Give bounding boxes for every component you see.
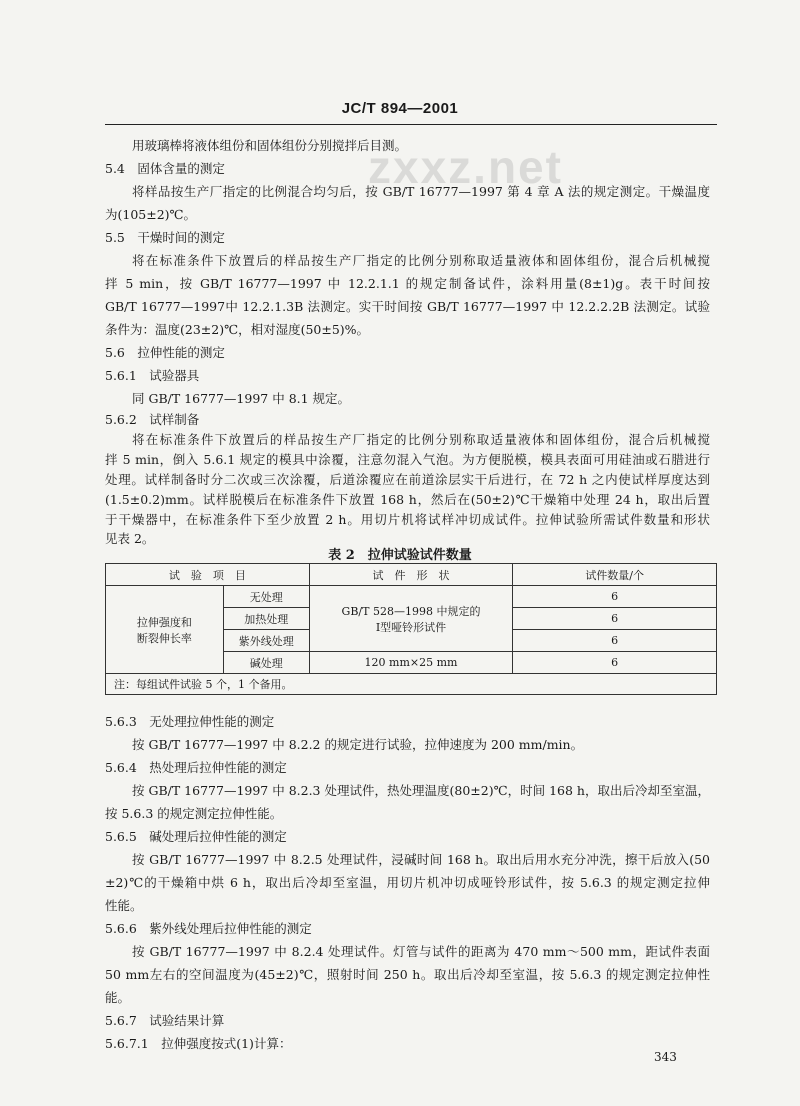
table-cell: 120 mm×25 mm [309, 652, 513, 674]
watermark-text: zxxz.net [368, 141, 563, 193]
table-cell: 碱处理 [223, 652, 309, 674]
paragraph-line: 拌 5 min，倒入 5.6.1 规定的模具中涂覆，注意勿混入气泡。为方便脱模，模具表面可用硅油或石腊进行 [105, 452, 710, 467]
paragraph-line: 50 mm左右的空间温度为(45±2)℃，照射时间 250 h。取出后冷却至室温，按 5.6.3 的规定测定拉伸性 [105, 967, 710, 982]
paragraph-line: 按 5.6.3 的规定测定拉伸性能。 [105, 806, 283, 821]
table-header: 试 验 项 目 [106, 564, 310, 586]
group-label: 拉伸强度和 [136, 615, 192, 629]
table-cell: 6 [513, 586, 717, 608]
paragraph-line: GB/T 16777—1997中 12.2.1.3B 法测定。实干时间按 GB/T 16777—1997 中 12.2.2.2B 法测定。试验 [105, 299, 710, 314]
section-heading-5-6: 5.6 拉伸性能的测定 [105, 345, 225, 360]
table-header: 试件数量/个 [513, 564, 717, 586]
table-group-cell [106, 586, 224, 674]
header-rule [105, 124, 717, 125]
group-label: 断裂伸长率 [136, 631, 192, 645]
section-heading-5-5: 5.5 干燥时间的测定 [105, 230, 225, 245]
paragraph-line: 性能。 [105, 898, 143, 913]
paragraph-line: 处理。试样制备时分二次或三次涂覆，后道涂覆应在前道涂层实干后进行，在 72 h 之内使试样厚度达到 [105, 472, 710, 487]
table-cell: 6 [513, 652, 717, 674]
paragraph-line: 按 GB/T 16777—1997 中 8.2.2 的规定进行试验，拉伸速度为 200 mm/min。 [132, 737, 584, 752]
section-heading-5-6-2: 5.6.2 试样制备 [105, 412, 200, 427]
paragraph-line: (1.5±0.2)mm。试样脱模后在标准条件下放置 168 h，然后在(50±2)℃干燥箱中处理 24 h，取出后置 [105, 492, 710, 507]
section-heading-5-4: 5.4 固体含量的测定 [105, 161, 225, 176]
paragraph-line: 将样品按生产厂指定的比例混合均匀后，按 GB/T 16777—1997 第 4 章 A 法的规定测定。干燥温度 [132, 184, 710, 199]
shape-text: Ⅰ型哑铃形试件 [375, 620, 447, 634]
table-cell: 6 [513, 630, 717, 652]
paragraph-line: 为(105±2)℃。 [105, 207, 197, 222]
section-heading-5-6-5: 5.6.5 碱处理后拉伸性能的测定 [105, 829, 287, 844]
table-note: 注：每组试件试验 5 个，1 个备用。 [106, 674, 717, 695]
paragraph-line: 同 GB/T 16777—1997 中 8.1 规定。 [132, 391, 351, 406]
paragraph-line: 用玻璃棒将液体组份和固体组份分别搅拌后目测。 [132, 138, 408, 153]
paragraph-line: 于干燥器中，在标准条件下至少放置 2 h。用切片机将试样冲切成试件。拉伸试验所需试件数量和形状 [105, 512, 710, 527]
section-heading-5-6-6: 5.6.6 紫外线处理后拉伸性能的测定 [105, 921, 312, 936]
paragraph-line-see-table: 见表 2。 [105, 531, 155, 546]
section-heading-5-6-7-1: 5.6.7.1 拉伸强度按式(1)计算： [105, 1036, 292, 1051]
table-note-row [106, 674, 717, 695]
table-cell-shape [309, 586, 513, 652]
table-header: 试 件 形 状 [309, 564, 513, 586]
paragraph-line: 将在标准条件下放置后的样品按生产厂指定的比例分别称取适量液体和固体组份，混合后机械搅 [132, 432, 710, 447]
table-caption: 表 2 拉伸试验试件数量 [328, 548, 472, 563]
specimen-count-table [105, 563, 717, 695]
paragraph-line: 按 GB/T 16777—1997 中 8.2.5 处理试件，浸碱时间 168 h。取出后用水充分冲洗，擦干后放入(50 [132, 852, 710, 867]
paragraph-line: 按 GB/T 16777—1997 中 8.2.4 处理试件。灯管与试件的距离为 470 mm～500 mm，距试件表面 [132, 944, 710, 959]
section-heading-5-6-3: 5.6.3 无处理拉伸性能的测定 [105, 714, 275, 729]
table-row [106, 586, 717, 608]
table-cell: 无处理 [223, 586, 309, 608]
section-heading-5-6-7: 5.6.7 试验结果计算 [105, 1013, 225, 1028]
paragraph-line: 拌 5 min，按 GB/T 16777—1997 中 12.2.1.1 的规定制备试件，涂料用量(8±1)g。表干时间按 [105, 276, 710, 291]
paragraph-line: 能。 [105, 990, 131, 1005]
section-heading-5-6-1: 5.6.1 试验器具 [105, 368, 200, 383]
table-header-row [106, 564, 717, 586]
paragraph-line: 将在标准条件下放置后的样品按生产厂指定的比例分别称取适量液体和固体组份，混合后机械搅 [132, 253, 710, 268]
paragraph-line: 条件为：温度(23±2)℃，相对湿度(50±5)%。 [105, 322, 370, 337]
page-number: 343 [654, 1050, 677, 1064]
table-cell: 紫外线处理 [223, 630, 309, 652]
paragraph-line: 按 GB/T 16777—1997 中 8.2.3 处理试件，热处理温度(80±2)℃，时间 168 h，取出后冷却至室温， [132, 783, 710, 798]
table-cell: 加热处理 [223, 608, 309, 630]
paragraph-line: ±2)℃的干燥箱中烘 6 h，取出后冷却至室温，用切片机冲切成哑铃形试件，按 5.6.3 的规定测定拉伸 [105, 875, 710, 890]
standard-code-header: JC/T 894—2001 [341, 100, 459, 117]
table-cell: 6 [513, 608, 717, 630]
shape-text: GB/T 528—1998 中规定的 [341, 604, 481, 618]
section-heading-5-6-4: 5.6.4 热处理后拉伸性能的测定 [105, 760, 287, 775]
